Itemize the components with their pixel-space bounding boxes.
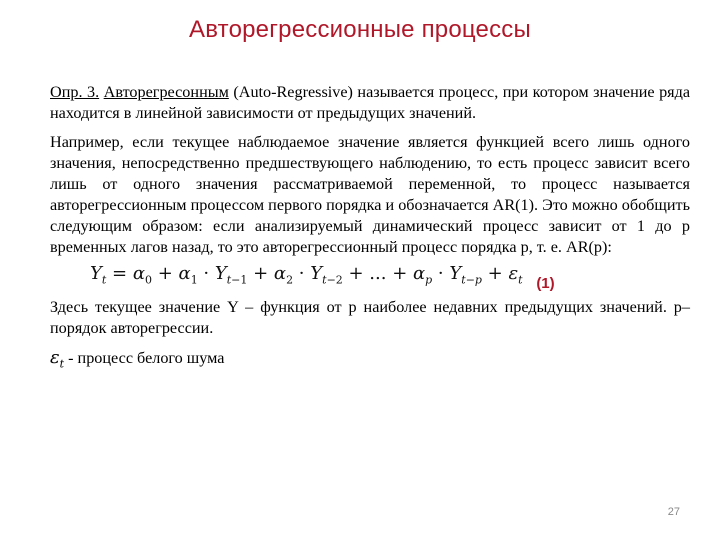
slide-title: Авторегрессионные процессы bbox=[189, 16, 531, 43]
definition-text: (Auto-Regressive) называется процесс, при котором значение ряда находится в линейной зависимости от предыдущих значений. bbox=[50, 83, 691, 122]
epsilon-symbol: $\varepsilon_t$ bbox=[50, 347, 65, 371]
definition-paragraph bbox=[50, 82, 690, 124]
page-number: 27 bbox=[667, 506, 680, 518]
epsilon-description: - процесс белого шума bbox=[68, 349, 225, 367]
definition-term: Авторегресонным bbox=[103, 83, 229, 101]
ar-formula: $Y_t = \alpha_0 + \alpha_1 \cdot Y_{t-1} + \alpha_2 \cdot Y_{t-2}$ + ... + $\alpha_p \cdot Y_{t-p} + \varepsilon_t$ $_{(1)}$ bbox=[90, 263, 555, 292]
slide-body bbox=[50, 82, 690, 375]
formula-row bbox=[50, 263, 690, 293]
definition-label: Опр. 3. bbox=[50, 83, 100, 101]
formula-number: (1) bbox=[536, 275, 555, 292]
epsilon-line bbox=[50, 347, 690, 375]
explanation-paragraph: Здесь текущее значение Y – функция от p наиболее недавних предыдущих значений. p– порядок авторегрессии. bbox=[50, 298, 690, 337]
example-paragraph: Например, если текущее наблюдаемое значение является функцией всего лишь одного значения, непосредственно предшествующего наблюдению, то есть процесс зависит всего лишь от одного значения рассматриваемой переменной, то процесс называется авторегрессионным процессом первого порядка и обозначается AR(1). Это можно обобщить следующим образом: если анализируемый динамический процесс зависит от 1 до p временных лагов назад, то это авторегрессионный процесс порядка p, т. е. AR(p): bbox=[50, 133, 690, 256]
